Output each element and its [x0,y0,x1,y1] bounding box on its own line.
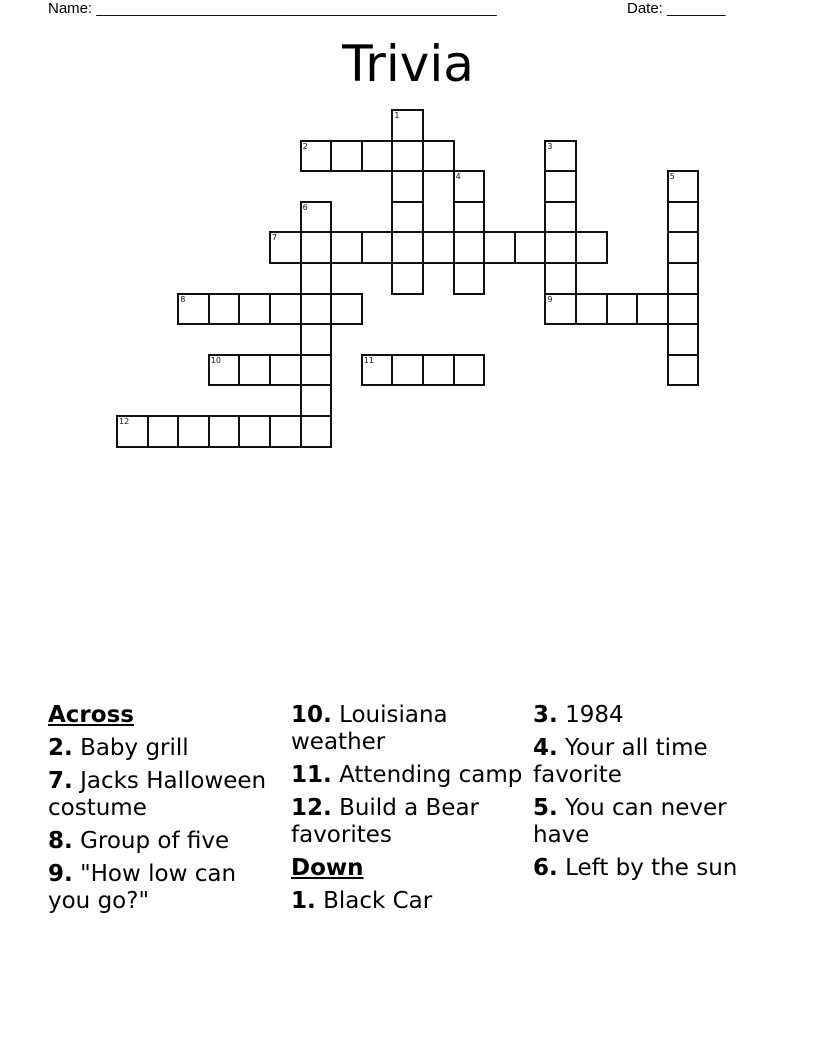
crossword-cell[interactable] [667,231,700,264]
clue-text: Left by the sun [565,855,738,881]
crossword-cell[interactable] [391,170,424,203]
clue-text: Baby grill [80,735,189,761]
crossword-cell[interactable] [575,231,608,264]
crossword-cell[interactable] [667,262,700,295]
clue-across-12 [291,795,526,849]
cell-number: 7 [272,233,278,243]
clue-text: Group of five [80,828,230,854]
crossword-cell[interactable] [391,231,424,264]
crossword-cell[interactable] [330,231,363,264]
clue-text: 1984 [565,702,624,728]
name-field[interactable]: Name: ________________________________________________ [48,0,497,17]
clue-across-7 [48,768,283,822]
cell-number: 5 [669,172,675,182]
clue-down-4 [533,735,768,789]
crossword-cell[interactable] [269,415,302,448]
crossword-cell[interactable] [391,140,424,173]
crossword-cell[interactable] [667,323,700,356]
crossword-cell[interactable] [422,231,455,264]
crossword-cell[interactable] [361,354,394,387]
crossword-cell[interactable] [208,354,241,387]
clue-across-9 [48,861,283,915]
clue-text: Black Car [323,888,433,914]
cell-number: 2 [302,141,308,151]
cell-number: 6 [302,202,308,212]
clue-down-3 [533,702,768,729]
crossword-cell[interactable] [606,293,639,326]
clue-down-6 [533,855,768,882]
crossword-cell[interactable] [361,231,394,264]
clue-number: 6. [533,855,558,881]
crossword-cell[interactable] [238,354,271,387]
clue-number: 5. [533,795,558,821]
crossword-cell[interactable] [300,231,333,264]
crossword-cell[interactable] [453,231,486,264]
crossword-cell[interactable] [575,293,608,326]
crossword-cell[interactable] [453,170,486,203]
clue-across-10 [291,702,526,756]
crossword-cell[interactable] [300,293,333,326]
cell-number: 1 [394,111,400,120]
clue-number: 4. [533,735,558,761]
crossword-cell[interactable] [238,415,271,448]
crossword-cell[interactable] [667,170,700,203]
crossword-cell[interactable] [453,201,486,234]
crossword-cell[interactable] [453,262,486,295]
crossword-cell[interactable] [330,293,363,326]
clue-number: 7. [48,768,73,794]
cell-number: 9 [547,294,553,304]
crossword-cell[interactable] [667,293,700,326]
date-field[interactable]: Date: _______ [627,0,726,17]
cell-number: 4 [455,172,461,182]
cell-number: 10 [210,355,221,365]
clues-column-3 [533,702,768,888]
crossword-cell[interactable] [177,293,210,326]
crossword-cell[interactable] [177,415,210,448]
crossword-cell[interactable] [300,354,333,387]
crossword-cell[interactable] [391,109,424,142]
crossword-cell[interactable] [208,415,241,448]
clue-number: 1. [291,888,316,914]
clue-text: Jacks Halloween costume [48,768,267,821]
crossword-cell[interactable] [391,354,424,387]
crossword-cell[interactable] [361,140,394,173]
crossword-cell[interactable] [391,201,424,234]
crossword-cell[interactable] [636,293,669,326]
crossword-cell[interactable] [391,262,424,295]
crossword-cell[interactable] [544,201,577,234]
crossword-cell[interactable] [483,231,516,264]
crossword-cell[interactable] [269,231,302,264]
crossword-cell[interactable] [544,140,577,173]
crossword-cell[interactable] [330,140,363,173]
crossword-cell[interactable] [422,354,455,387]
crossword-cell[interactable] [544,262,577,295]
clue-across-2 [48,735,283,762]
clue-text: Attending camp [339,762,523,788]
crossword-cell[interactable] [453,354,486,387]
clue-text: Build a Bear favorites [291,795,479,848]
clue-number: 12. [291,795,332,821]
crossword-cell[interactable] [544,293,577,326]
clue-down-5 [533,795,768,849]
clue-number: 3. [533,702,558,728]
crossword-cell[interactable] [544,170,577,203]
crossword-cell[interactable] [300,323,333,356]
across-heading: Across [48,702,134,728]
crossword-cell[interactable] [238,293,271,326]
crossword-cell[interactable] [208,293,241,326]
crossword-cell[interactable] [300,262,333,295]
clues-column-2 [291,702,526,921]
cell-number: 12 [119,417,130,426]
down-heading: Down [291,855,364,881]
clue-number: 2. [48,735,73,761]
clue-text: Louisiana weather [291,702,448,755]
clue-across-11 [291,762,526,789]
cell-number: 11 [363,355,374,365]
crossword-cell[interactable] [300,140,333,173]
crossword-cell[interactable] [514,231,547,264]
crossword-cell[interactable] [269,293,302,326]
clue-text: "How low can you go?" [48,861,237,914]
clue-down-1 [291,888,526,915]
crossword-cell[interactable] [667,201,700,234]
crossword-grid [0,0,816,460]
clue-number: 10. [291,702,332,728]
crossword-cell[interactable] [147,415,180,448]
crossword-cell[interactable] [300,384,333,417]
clues-column-1 [48,702,283,921]
clue-text: You can never have [533,795,727,848]
clue-across-8 [48,828,283,855]
clue-number: 11. [291,762,332,788]
cell-number: 3 [547,141,553,151]
crossword-cell[interactable] [667,354,700,387]
page-title: Trivia [342,35,474,93]
crossword-cell[interactable] [422,140,455,173]
crossword-cell[interactable] [116,415,149,448]
clue-number: 8. [48,828,73,854]
clue-number: 9. [48,861,73,887]
clue-text: Your all time favorite [533,735,708,788]
crossword-cell[interactable] [300,201,333,234]
crossword-cell[interactable] [544,231,577,264]
cell-number: 8 [180,294,186,304]
crossword-cell[interactable] [269,354,302,387]
crossword-cell[interactable] [300,415,333,448]
